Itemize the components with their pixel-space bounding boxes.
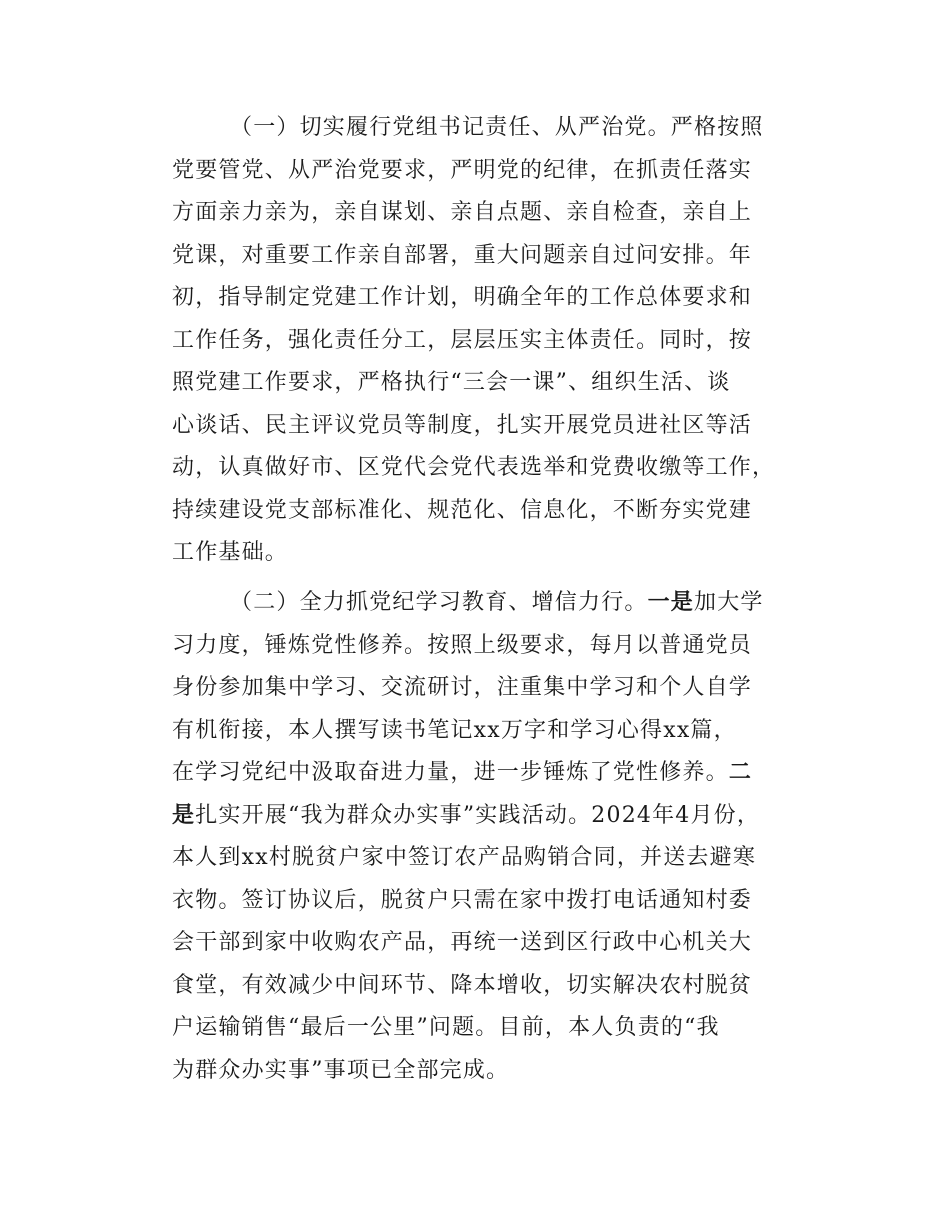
paragraph-line: 会干部到家中收购农产品，再统一送到区行政中心机关大 — [172, 930, 753, 955]
paragraph-line: 身份参加集中学习、交流研讨，注重集中学习和个人自学 — [172, 675, 753, 700]
bold-marker: 是 — [172, 802, 196, 828]
paragraph-line: 党要管党、从严治党要求，严明党的纪律，在抓责任落实 — [172, 157, 753, 183]
paragraph-line — [172, 752, 812, 795]
paragraph-line: 方面亲力亲为，亲自谋划、亲自点题、亲自检查，亲自上 — [172, 200, 753, 225]
paragraph-line: 户运输销售“最后一公里”问题。目前，本人负责的“我 — [172, 1015, 720, 1040]
paragraph-line: 工作任务，强化责任分工，层层压实主体责任。同时，按 — [172, 327, 753, 353]
paragraph-line: 照党建工作要求，严格执行“三会一课”、组织生活、谈 — [172, 370, 731, 395]
line-text: 在学习党纪中汲取奋进力量，进一步锤炼了党性修养。 — [172, 760, 729, 785]
paragraph-duty-fulfillment — [172, 107, 812, 575]
paragraph-line: 持续建设党支部标准化、规范化、信息化，不断夯实党建 — [172, 497, 753, 523]
paragraph-line: 为群众办实事”事项已全部完成。 — [172, 1057, 510, 1083]
paragraph-line — [172, 582, 812, 625]
paragraph-line: 习力度，锤炼党性修养。按照上级要求，每月以普通党员 — [172, 632, 753, 658]
paragraph-line: 有机衔接，本人撰写读书笔记xx万字和学习心得xx篇， — [172, 717, 737, 743]
paragraph-line: （一）切实履行党组书记责任、从严治党。严格按照 — [230, 115, 764, 140]
paragraph-line: 衣物。签订协议后，脱贫户只需在家中拨打电话通知村委 — [172, 887, 753, 913]
paragraph-line: 本人到xx村脱贫户家中签订农产品购销合同，并送去避寒 — [172, 845, 757, 870]
paragraph-line: 心谈话、民主评议党员等制度，扎实开展党员进社区等活 — [172, 412, 753, 438]
paragraph-discipline-learning — [172, 582, 812, 1092]
line-text: 扎实开展“我为群众办实事”实践活动。2024年4月份， — [195, 802, 761, 828]
paragraph-line: 动，认真做好市、区党代会党代表选举和党费收缴等工作， — [172, 455, 776, 480]
paragraph-line: 初，指导制定党建工作计划，明确全年的工作总体要求和 — [172, 285, 753, 310]
paragraph-line: 工作基础。 — [172, 540, 289, 565]
paragraph-line: 党课，对重要工作亲自部署，重大问题亲自过问安排。年 — [172, 242, 753, 268]
bold-marker: 一是 — [647, 590, 695, 615]
paragraph-line — [172, 795, 812, 838]
paragraph-line: 食堂，有效减少中间环节、降本增收，切实解决农村脱贫 — [172, 972, 753, 998]
line-text: （二）全力抓党纪学习教育、增信力行。 — [230, 590, 648, 615]
line-text: 加大学 — [694, 590, 764, 615]
bold-marker: 二 — [728, 760, 753, 785]
